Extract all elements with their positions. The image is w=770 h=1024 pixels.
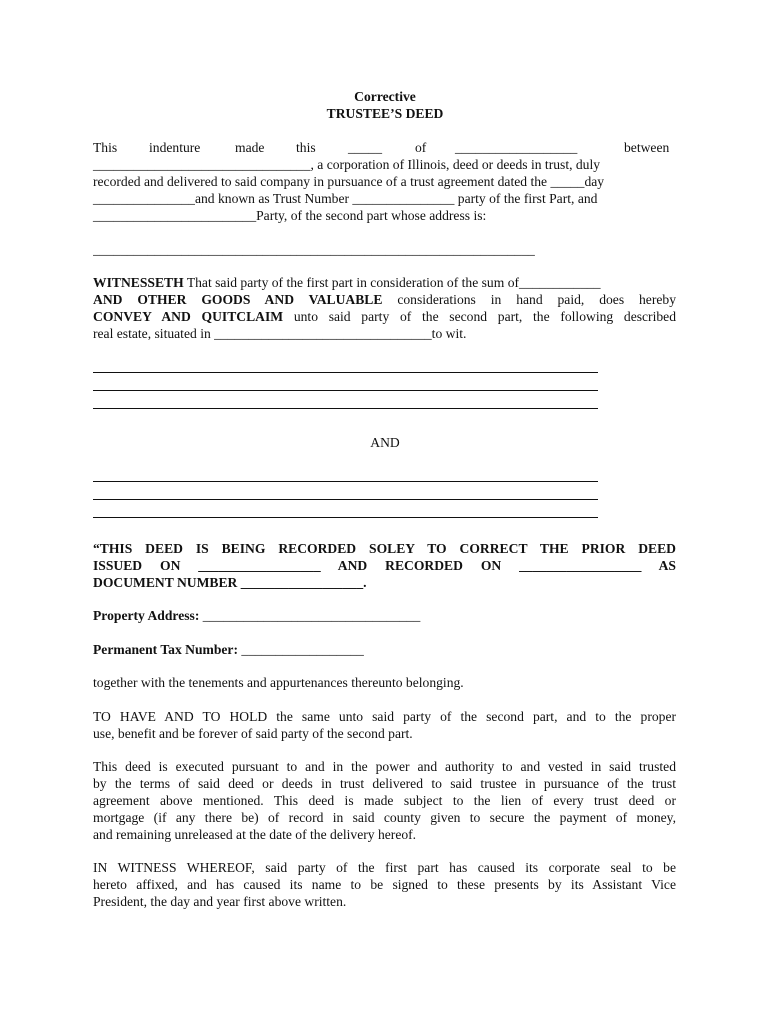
convey-label: CONVEY AND QUITCLAIM	[93, 309, 284, 324]
tax-number-label: Permanent Tax Number:	[93, 642, 238, 657]
property-address-blank: ________________________________	[199, 608, 421, 623]
witnesseth-line-1	[93, 274, 601, 291]
grantee-address-line: _________________________________________________________________	[93, 242, 535, 257]
property-address-label: Property Address:	[93, 608, 200, 623]
indenture-this-2: this	[296, 140, 316, 155]
tenements-clause: together with the tenements and appurtenances thereunto belonging.	[93, 675, 464, 690]
indenture-word: indenture	[149, 140, 201, 155]
legal-description-line-5	[93, 499, 598, 500]
tax-number-row	[93, 641, 364, 658]
indenture-line-4: _______________and known as Trust Number _______________ party of the first Part, and	[93, 191, 598, 206]
legal-description-line-3	[93, 408, 598, 409]
witnesseth-line-1-text: That said party of the first part in consideration of the sum of____________	[183, 275, 601, 290]
execution-line-4: mortgage (if any there be) of record in said county given to secure the payment of money,	[93, 810, 676, 825]
property-address-row	[93, 607, 420, 624]
day-blank: _____	[348, 140, 382, 155]
legal-description-line-4	[93, 481, 598, 482]
indenture-this: This	[93, 140, 118, 155]
execution-line-2: by the terms of said deed or deeds in trust delivered to said trustee in pursuance of the trust	[93, 776, 676, 791]
legal-description-line-1	[93, 372, 598, 373]
and-separator: AND	[370, 435, 400, 450]
corrective-notice-line-2: ISSUED ON __________________ AND RECORDED ON __________________ AS	[93, 558, 676, 573]
goods-label: AND OTHER GOODS AND VALUABLE	[93, 292, 383, 307]
tax-number-blank: __________________	[238, 642, 364, 657]
execution-line-5: and remaining unreleased at the date of the delivery hereof.	[93, 827, 417, 842]
title-corrective: Corrective	[354, 89, 416, 104]
habendum-line-2: use, benefit and be forever of said party of the second part.	[93, 726, 413, 741]
title-trustees-deed: TRUSTEE’S DEED	[326, 106, 444, 121]
legal-description-line-6	[93, 517, 598, 518]
month-blank: __________________	[455, 140, 578, 155]
indenture-line-5: ________________________Party, of the second part whose address is:	[93, 208, 487, 223]
execution-line-1: This deed is executed pursuant to and in the power and authority to and vested in said trusted	[93, 759, 676, 774]
indenture-line-2: ________________________________, a corporation of Illinois, deed or deeds in trust, duly	[93, 157, 601, 172]
witness-whereof-line-1: IN WITNESS WHEREOF, said party of the first part has caused its corporate seal to be	[93, 860, 676, 875]
execution-line-3: agreement above mentioned. This deed is made subject to the lien of every trust deed or	[93, 793, 676, 808]
witnesseth-line-2-text: considerations in hand paid, does hereby	[382, 292, 676, 307]
witnesseth-line-4: real estate, situated in ________________________________to wit.	[93, 326, 467, 341]
witnesseth-line-3-text: unto said party of the second part, the following described	[283, 309, 676, 324]
witness-whereof-line-2: hereto affixed, and has caused its name to be signed to these presents by its Assistant Vice	[93, 877, 676, 892]
witnesseth-label: WITNESSETH	[93, 275, 184, 290]
witnesseth-line-3	[93, 308, 676, 325]
habendum-line-1: TO HAVE AND TO HOLD the same unto said party of the second part, and to the proper	[93, 709, 676, 724]
legal-description-line-2	[93, 390, 598, 391]
witnesseth-line-2	[93, 291, 676, 308]
indenture-between: between	[624, 140, 670, 155]
indenture-of: of	[415, 140, 427, 155]
corrective-notice-line-3: DOCUMENT NUMBER __________________.	[93, 575, 367, 590]
witness-whereof-line-3: President, the day and year first above written.	[93, 894, 347, 909]
corrective-notice-line-1: “THIS DEED IS BEING RECORDED SOLEY TO CORRECT THE PRIOR DEED	[93, 541, 676, 556]
indenture-made: made	[235, 140, 265, 155]
indenture-line-3: recorded and delivered to said company in pursuance of a trust agreement dated the _____day	[93, 174, 605, 189]
